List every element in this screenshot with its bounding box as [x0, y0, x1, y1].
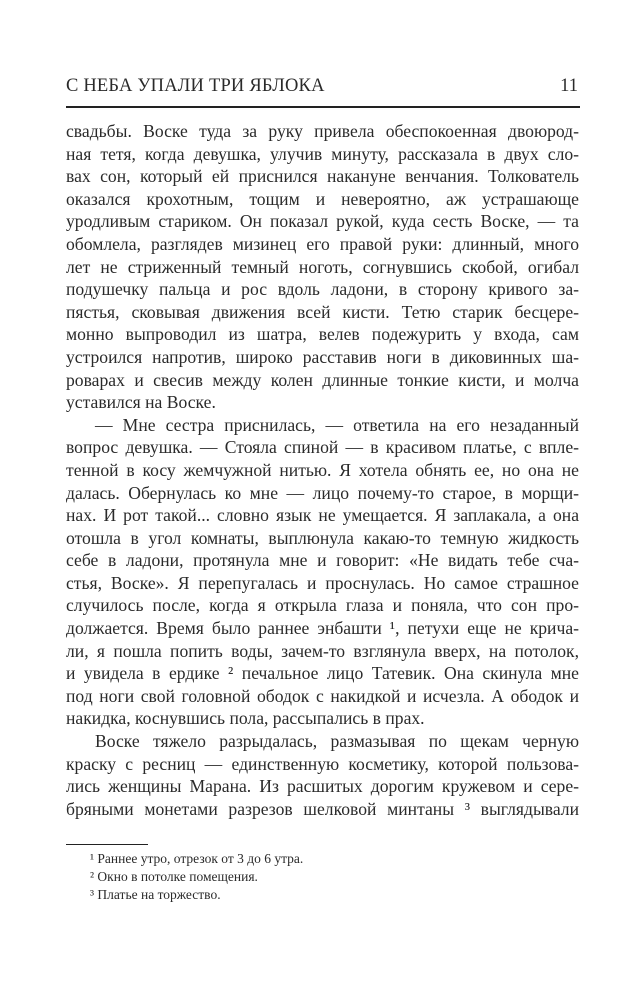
page-number: 11 — [560, 76, 578, 96]
text-line: ли, я пошла попить воды, зачем-то взглянула вверх, на потолок, — [66, 640, 579, 661]
footnote: ³ Платье на торжество. — [90, 887, 221, 902]
text-line: стья, Воске». Я перепугалась и проснулась. Но самое страшное — [66, 572, 579, 593]
text-line: краску с ресниц — единственную косметику, которой пользова- — [66, 753, 579, 774]
text-line: уродливым стариком. Он показал рукой, куда сесть Воске, — та — [66, 211, 579, 232]
text-line: Воске тяжело разрыдалась, размазывая по щекам черную — [95, 731, 579, 752]
text-line: оказался крохотным, тощим и невероятно, аж устрашающе — [66, 188, 579, 209]
footnotes — [90, 850, 303, 904]
text-line: роварах и свесив между колен длинные тонкие кисти, и молча — [66, 369, 579, 390]
text-line: накидка, коснувшись пола, рассыпались в прах. — [66, 708, 425, 729]
running-title: С НЕБА УПАЛИ ТРИ ЯБЛОКА — [66, 76, 325, 96]
text-line: отошла в угол комнаты, выплюнула какаю-то темную жидкость — [66, 527, 579, 548]
text-line: нах. И рот такой... словно язык не умещается. Я заплакала, а она — [66, 505, 579, 526]
text-line: свадьбы. Воске туда за руку привела обеспокоенная двоюрод- — [66, 121, 579, 141]
text-line: монно выпроводил из шатра, велев подежурить у входа, сам — [66, 324, 579, 345]
text-line: далась. Обернулась ко мне — лицо почему-то старое, в морщи- — [66, 482, 579, 503]
text-line: лись женщины Марана. Из расшитых дорогим кружевом и сере- — [66, 776, 579, 797]
text-line: пястья, сковывая движения всей кисти. Тетю старик бесцере- — [66, 301, 579, 322]
body-text — [66, 120, 579, 820]
text-line: под ноги свой головной ободок с накидкой и исчезла. А ободок и — [66, 685, 579, 706]
footnote: ¹ Раннее утро, отрезок от 3 до 6 утра. — [90, 851, 304, 866]
text-line: устроился напротив, широко расставив ноги в диковинных ша- — [66, 346, 579, 367]
text-line: себе в ладони, протянула мне и говорит: «Не видать тебе сча- — [66, 550, 579, 571]
text-line: тенной в косу жемчужной нитью. Я хотела обнять ее, но она не — [66, 459, 579, 480]
text-line: — Мне сестра приснилась, — ответила на его незаданный — [95, 414, 579, 435]
text-line: и увидела в ердике ² печальное лицо Татевик. Она скинула мне — [66, 663, 579, 684]
text-line: случилось после, когда я открыла глаза и поняла, что сон про- — [66, 595, 579, 616]
text-line: должается. Время было раннее энбашти ¹, петухи еще не крича- — [66, 618, 579, 639]
footnote-divider — [66, 844, 148, 845]
text-line: вах сон, который ей приснился накануне венчания. Толкователь — [66, 166, 579, 187]
text-line: лет не стриженный темный ноготь, согнувшись скобой, огибал — [66, 256, 579, 277]
text-line: уставился на Воске. — [66, 392, 216, 413]
text-line: подушечку пальца и рос вдоль ладони, в сторону кривого за- — [66, 279, 579, 300]
running-header — [66, 76, 580, 108]
footnote: ² Окно в потолке помещения. — [90, 869, 258, 884]
text-line: обомлела, разглядев мизинец его правой руки: длинный, много — [66, 233, 579, 254]
text-line: вопрос девушка. — Стояла спиной — в красивом платье, с впле- — [66, 437, 579, 458]
text-line: ная тетя, когда девушка, улучив минуту, рассказала в двух сло- — [66, 143, 579, 164]
text-line: бряными монетами разрезов шелковой минтаны ³ выглядывали — [66, 798, 579, 819]
